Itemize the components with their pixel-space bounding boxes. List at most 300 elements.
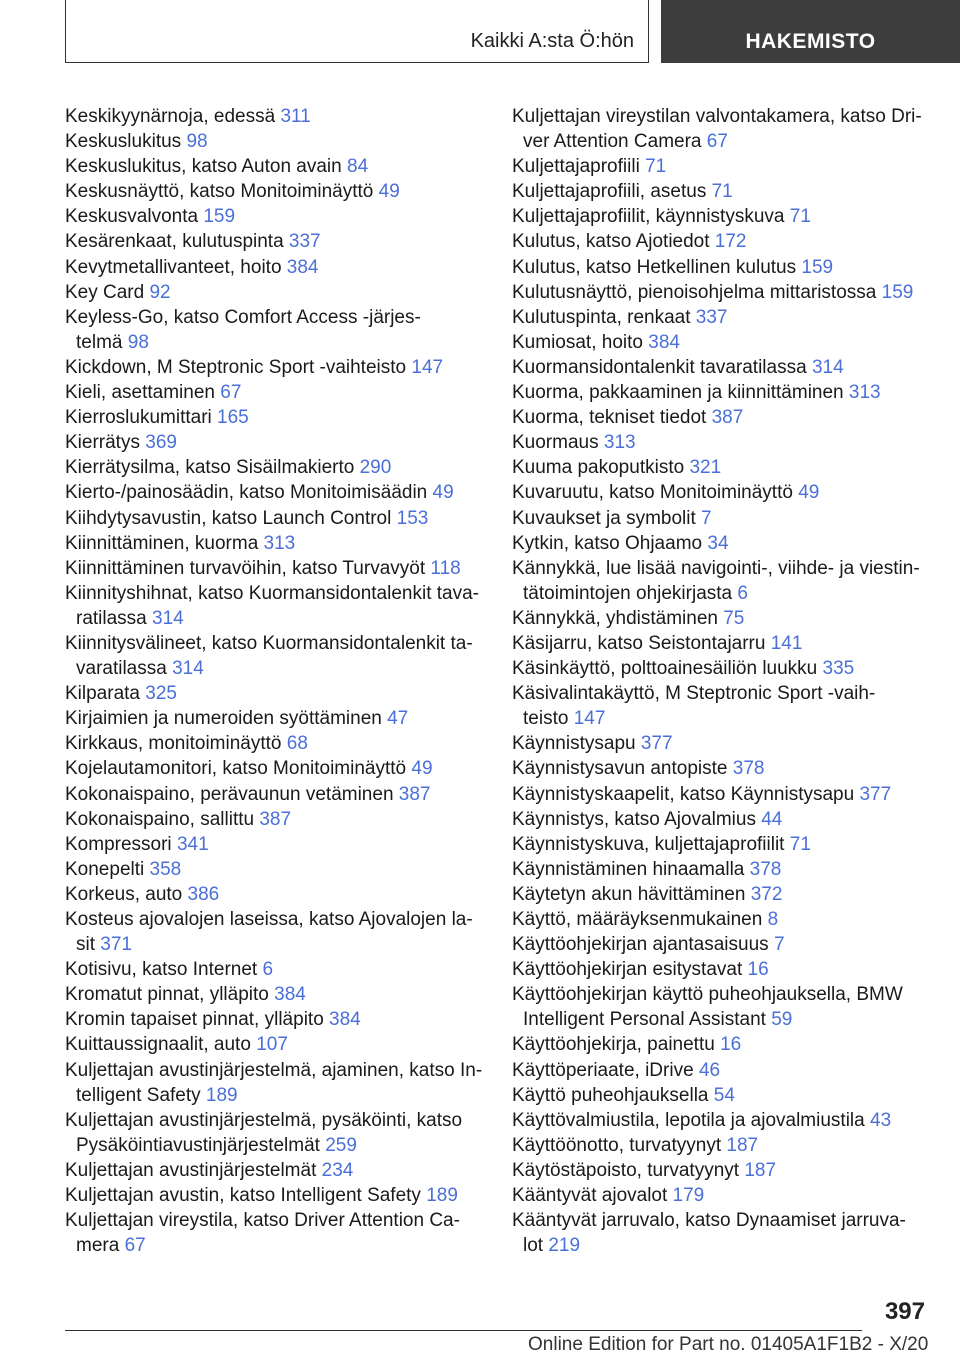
- index-entry-term: Kilparata: [65, 683, 140, 705]
- index-entry: [65, 982, 485, 1007]
- index-entry-text: [512, 1133, 932, 1158]
- page-link[interactable]: 49: [378, 181, 400, 203]
- index-entry: [65, 405, 485, 430]
- index-entry-text: [65, 1158, 485, 1183]
- index-entry: [512, 782, 932, 807]
- index-entry-text: [65, 782, 485, 807]
- page-link[interactable]: 141: [770, 632, 803, 654]
- page-link[interactable]: 16: [747, 959, 769, 981]
- page-link[interactable]: 313: [848, 382, 881, 404]
- index-entry-term: Intelligent Personal Assistant: [523, 1009, 766, 1031]
- page-link[interactable]: 179: [672, 1185, 705, 1207]
- index-entry-text: [512, 631, 932, 656]
- index-entry-term: Kulutus, katso Ajotiedot: [512, 231, 710, 253]
- index-entry-term: sit: [76, 934, 95, 956]
- index-entry-term: Käyttöohjekirjan käyttö puheohjauksella, BMW: [512, 984, 903, 1006]
- page-link[interactable]: 377: [640, 733, 673, 755]
- page-link[interactable]: 378: [732, 758, 765, 780]
- page-link[interactable]: 384: [329, 1009, 361, 1031]
- page-link[interactable]: 49: [798, 482, 820, 504]
- index-entry: [65, 581, 485, 631]
- index-entry-text: [512, 280, 932, 305]
- footer-divider: [65, 1330, 862, 1331]
- index-entry-term: ver Attention Camera: [523, 131, 702, 153]
- index-entry: [65, 681, 485, 706]
- page-link[interactable]: 159: [801, 256, 834, 278]
- index-entry: [65, 355, 485, 380]
- index-entry: [65, 957, 485, 982]
- index-entry-term: Kuljettajaprofiili, asetus: [512, 181, 707, 203]
- index-entry-term: Kuvaruutu, katso Monitoiminäyttö: [512, 482, 793, 504]
- page-link[interactable]: 387: [398, 783, 431, 805]
- index-entry: [512, 1032, 932, 1057]
- index-tab[interactable]: HAKEMISTO: [661, 0, 960, 63]
- index-entry-text: [512, 480, 932, 505]
- section-link[interactable]: Kaikki A:sta Ö:hön: [470, 30, 634, 52]
- index-entry-term: telmä: [76, 331, 123, 353]
- index-entry-term: Kieli, asettaminen: [65, 382, 215, 404]
- index-entry-text: [65, 756, 485, 781]
- page-link[interactable]: 71: [789, 833, 811, 855]
- index-entry-term: Kompressori: [65, 833, 172, 855]
- index-entry-term: Käynnistys, katso Ajovalmius: [512, 808, 756, 830]
- index-entry-text: [65, 1032, 485, 1057]
- index-entry-term: tätoimintojen ohjekirjasta: [523, 582, 733, 604]
- page-link[interactable]: 7: [701, 507, 712, 529]
- index-entry-text: [512, 731, 932, 756]
- page-link[interactable]: 54: [713, 1084, 735, 1106]
- page-link[interactable]: 8: [767, 909, 779, 930]
- index-entry-term: Kännykkä, yhdistäminen: [512, 607, 718, 629]
- page-link[interactable]: 107: [256, 1034, 288, 1056]
- page-link[interactable]: 371: [100, 934, 132, 956]
- index-entry-term: Kuljettajan vireystilan valvontakamera, katso Dri-: [512, 106, 922, 127]
- index-entry-text: [65, 631, 485, 656]
- index-entry: [512, 681, 932, 731]
- index-entry-term: Kickdown, M Steptronic Sport -vaihteisto: [65, 356, 407, 378]
- index-entry: [65, 832, 485, 857]
- page-link[interactable]: 67: [706, 131, 728, 153]
- index-entry-text: [512, 606, 932, 631]
- page-link[interactable]: 75: [723, 607, 745, 629]
- index-entry: [65, 706, 485, 731]
- index-entry: [65, 255, 485, 280]
- index-entry-text: [65, 355, 485, 380]
- index-entry-text: [65, 455, 485, 480]
- index-entry-term: Kulutuspinta, renkaat: [512, 306, 691, 328]
- index-entry: [65, 229, 485, 254]
- index-entry: [65, 882, 485, 907]
- index-entry: [512, 305, 932, 330]
- page-link[interactable]: 98: [127, 331, 149, 353]
- index-entry: [512, 1133, 932, 1158]
- page-link[interactable]: 159: [881, 281, 914, 303]
- index-entry-text: [512, 832, 932, 857]
- index-entry-text: [65, 556, 485, 581]
- index-entry-term: Kuuma pakoputkisto: [512, 457, 685, 479]
- page-link[interactable]: 384: [286, 256, 319, 278]
- index-entry-term: Kierto-/painosäädin, katso Monitoimisäädin: [65, 482, 428, 504]
- page-link[interactable]: 384: [274, 984, 306, 1006]
- index-entry-text: [512, 255, 932, 280]
- index-entry: [65, 179, 485, 204]
- index-entry: [512, 907, 932, 932]
- page-link[interactable]: 59: [771, 1009, 793, 1031]
- index-entry-text: [65, 957, 485, 982]
- page-link[interactable]: 71: [711, 181, 733, 203]
- index-entry: [512, 280, 932, 305]
- index-entry: [512, 556, 932, 606]
- index-entry-term: Kulutus, katso Hetkellinen kulutus: [512, 256, 797, 278]
- index-entry: [65, 1058, 485, 1108]
- page-link[interactable]: 314: [811, 356, 844, 378]
- index-entry: [512, 355, 932, 380]
- page-link[interactable]: 159: [203, 206, 236, 228]
- index-entry-text: [65, 907, 485, 932]
- index-entry-text: [512, 556, 932, 581]
- index-entry-term: Konepelti: [65, 858, 145, 880]
- index-entry: [512, 756, 932, 781]
- index-entry: [512, 631, 932, 656]
- index-entry-term: Kojelautamonitori, katso Monitoiminäyttö: [65, 758, 407, 780]
- index-entry-text: [65, 229, 485, 254]
- page-link[interactable]: 234: [321, 1159, 354, 1181]
- page-link[interactable]: 387: [711, 407, 744, 429]
- index-entry-term: Kromin tapaiset pinnat, ylläpito: [65, 1009, 324, 1031]
- index-entry-term: Käsijarru, katso Seistontajarru: [512, 632, 766, 654]
- index-entry-term: mera: [76, 1235, 120, 1257]
- index-entry-term: Keyless-Go, katso Comfort Access -järjes-: [65, 306, 421, 328]
- page-link[interactable]: 290: [359, 457, 392, 479]
- page-link[interactable]: 49: [411, 758, 433, 780]
- index-entry-term: Kiinnitysvälineet, katso Kuormansidontalenkit ta-: [65, 632, 473, 654]
- index-entry-text: [76, 330, 485, 355]
- index-entry-text: [512, 104, 932, 129]
- index-entry-text: [65, 104, 485, 129]
- index-entry-text: [512, 681, 932, 706]
- page-link[interactable]: 68: [286, 733, 308, 755]
- page-link[interactable]: 153: [396, 507, 429, 529]
- index-entry-term: Kesärenkaat, kulutuspinta: [65, 231, 284, 253]
- index-entry: [512, 731, 932, 756]
- index-entry: [512, 229, 932, 254]
- index-entry-term: Kirkkaus, monitoiminäyttö: [65, 733, 282, 755]
- index-entry-term: Käynnistyskuva, kuljettajaprofiilit: [512, 833, 785, 855]
- page-link[interactable]: 337: [288, 231, 321, 253]
- index-entry-term: Kuljettajan avustinjärjestelmät: [65, 1159, 317, 1181]
- index-entry: [65, 204, 485, 229]
- index-entry: [65, 506, 485, 531]
- index-entry: [65, 857, 485, 882]
- index-entry-text: [512, 882, 932, 907]
- page-link[interactable]: 47: [387, 708, 409, 730]
- index-entry-term: lot: [523, 1235, 544, 1257]
- index-entry-term: Kiinnityshihnat, katso Kuormansidontalenkit tava-: [65, 582, 480, 604]
- page-link[interactable]: 358: [149, 858, 182, 880]
- index-entry-term: Kulutusnäyttö, pienoisohjelma mittaristossa: [512, 281, 877, 303]
- footer-edition: Online Edition for Part no. 01405A1F1B2 - X/20: [528, 1334, 929, 1355]
- page-link[interactable]: 44: [761, 808, 783, 830]
- index-entry: [65, 104, 485, 129]
- index-entry-text: [65, 1007, 485, 1032]
- index-entry-term: Käyttövalmiustila, lepotila ja ajovalmiustila: [512, 1109, 865, 1131]
- index-entry-term: Kumiosat, hoito: [512, 331, 643, 353]
- index-entry: [512, 606, 932, 631]
- index-entry: [512, 1208, 932, 1258]
- index-entry: [512, 430, 932, 455]
- index-entry-text: [65, 531, 485, 556]
- index-entry-text: [76, 656, 485, 681]
- index-entry-text: [512, 380, 932, 405]
- page-link[interactable]: 386: [187, 883, 220, 905]
- index-entry: [512, 1183, 932, 1208]
- index-entry-term: Käyttöönotto, turvatyynyt: [512, 1134, 722, 1156]
- page-link[interactable]: 71: [789, 206, 811, 228]
- index-entry-text: [512, 1108, 932, 1133]
- index-entry-text: [65, 681, 485, 706]
- index-entry-term: Key Card: [65, 281, 145, 303]
- page-link[interactable]: 147: [411, 356, 444, 378]
- page-link[interactable]: 219: [548, 1235, 581, 1257]
- page-link[interactable]: 189: [426, 1185, 458, 1207]
- page-link[interactable]: 377: [859, 783, 892, 805]
- index-entry-text: [512, 807, 932, 832]
- index-entry-term: Kääntyvät jarruvalo, katso Dynaamiset jarruva-: [512, 1210, 906, 1232]
- index-entry-text: [512, 656, 932, 681]
- index-entry-term: Kiinnittäminen, kuorma: [65, 532, 259, 554]
- index-entry: [65, 154, 485, 179]
- page-link[interactable]: 314: [172, 658, 204, 680]
- index-entry: [65, 455, 485, 480]
- index-entry-text: [512, 932, 932, 957]
- index-entry-term: Kuljettajaprofiili: [512, 156, 640, 178]
- index-entry-text: [65, 204, 485, 229]
- index-entry: [512, 932, 932, 957]
- index-entry-text: [512, 330, 932, 355]
- index-entry-text: [76, 1133, 485, 1158]
- page-link[interactable]: 321: [689, 457, 722, 479]
- index-entry-term: Käyttö, määräyksenmukainen: [512, 909, 763, 930]
- index-entry-term: Kuljettajan vireystila, katso Driver Attention Ca-: [65, 1210, 460, 1232]
- index-entry-text: [512, 154, 932, 179]
- index-entry-text: [65, 832, 485, 857]
- index-entry-text: [76, 1233, 485, 1258]
- page-link[interactable]: 311: [280, 106, 311, 127]
- index-entry-text: [512, 305, 932, 330]
- page-link[interactable]: 369: [145, 432, 177, 454]
- page-link[interactable]: 165: [217, 407, 249, 429]
- index-entry-term: Kuormansidontalenkit tavaratilassa: [512, 356, 807, 378]
- index-entry-term: Kuormaus: [512, 432, 599, 454]
- index-entry-term: Käytetyn akun hävittäminen: [512, 883, 746, 905]
- index-entry: [65, 782, 485, 807]
- index-entry: [65, 631, 485, 681]
- index-entry: [512, 154, 932, 179]
- index-column-left: [65, 104, 485, 1258]
- index-entry-term: Kuvaukset ja symbolit: [512, 507, 696, 529]
- page-link[interactable]: 341: [176, 833, 209, 855]
- page-link[interactable]: 46: [698, 1059, 721, 1081]
- page-link[interactable]: 49: [432, 482, 454, 504]
- index-entry: [512, 857, 932, 882]
- page-link[interactable]: 98: [186, 131, 208, 153]
- index-entry-term: Keskuslukitus: [65, 131, 182, 153]
- index-entry-term: Käsinkäyttö, polttoainesäiliön luukku: [512, 658, 818, 680]
- page-link[interactable]: 187: [744, 1159, 777, 1181]
- index-entry-text: [512, 1032, 932, 1057]
- index-entry: [65, 1108, 485, 1158]
- index-entry-text: [523, 706, 932, 731]
- page-link[interactable]: 384: [648, 331, 680, 353]
- index-entry-term: Keskuslukitus, katso Auton avain: [65, 156, 342, 178]
- index-entry-term: Kiihdytysavustin, katso Launch Control: [65, 507, 392, 529]
- page-number: 397: [884, 1298, 925, 1325]
- index-entry-text: [512, 982, 932, 1007]
- page-link[interactable]: 313: [603, 432, 636, 454]
- index-entry-text: [512, 506, 932, 531]
- index-entry-text: [512, 531, 932, 556]
- index-entry-text: [512, 430, 932, 455]
- index-entry: [512, 982, 932, 1032]
- page-link[interactable]: 147: [573, 708, 606, 730]
- index-entry-term: Kierrätys: [65, 432, 140, 454]
- index-entry-text: [65, 1108, 485, 1133]
- index-entry: [512, 531, 932, 556]
- index-entry: [512, 1058, 932, 1083]
- page-link[interactable]: 187: [726, 1134, 759, 1156]
- index-entry: [512, 480, 932, 505]
- page-link[interactable]: 43: [870, 1109, 892, 1131]
- page-link[interactable]: 314: [152, 607, 184, 629]
- page-link[interactable]: 189: [205, 1084, 238, 1106]
- index-entry-term: Käyttö puheohjauksella: [512, 1084, 709, 1106]
- index-entry-text: [65, 305, 485, 330]
- index-entry-text: [65, 506, 485, 531]
- index-entry-text: [65, 1058, 485, 1083]
- index-entry-text: [512, 1083, 932, 1108]
- index-entry-term: Käyttöohjekirjan esitystavat: [512, 959, 743, 981]
- index-entry: [65, 1208, 485, 1258]
- index-entry-text: [512, 355, 932, 380]
- page-link[interactable]: 71: [645, 156, 667, 178]
- index-entry: [512, 807, 932, 832]
- page-link[interactable]: 6: [262, 959, 274, 981]
- index-entry: [512, 1083, 932, 1108]
- index-entry-term: teisto: [523, 708, 569, 730]
- index-entry-text: [512, 179, 932, 204]
- index-entry-term: Kuljettajan avustin, katso Intelligent Safety: [65, 1185, 421, 1207]
- index-entry-term: ratilassa: [76, 607, 147, 629]
- index-entry: [65, 531, 485, 556]
- index-entry-term: Kuorma, tekniset tiedot: [512, 407, 707, 429]
- index-entry-term: Kuorma, pakkaaminen ja kiinnittäminen: [512, 382, 844, 404]
- page-link[interactable]: 67: [124, 1235, 146, 1257]
- page-link[interactable]: 67: [220, 382, 242, 404]
- index-entry-term: Kokonaispaino, perävaunun vetäminen: [65, 783, 394, 805]
- index-entry: [512, 330, 932, 355]
- index-entry-term: Käynnistysavun antopiste: [512, 758, 728, 780]
- index-entry-text: [65, 857, 485, 882]
- index-entry-text: [65, 706, 485, 731]
- index-entry-term: Korkeus, auto: [65, 883, 183, 905]
- index-entry-term: Kuljettajan avustinjärjestelmä, pysäköinti, katso: [65, 1109, 463, 1131]
- index-entry-text: [65, 731, 485, 756]
- index-entry: [65, 1032, 485, 1057]
- index-entry-text: [65, 179, 485, 204]
- index-entry-term: Käyttöohjekirjan ajantasaisuus: [512, 934, 769, 956]
- index-entry-term: Kirjaimien ja numeroiden syöttäminen: [65, 708, 382, 730]
- page-link[interactable]: 92: [149, 281, 171, 303]
- index-entry: [65, 556, 485, 581]
- index-entry-term: telligent Safety: [76, 1084, 201, 1106]
- index-entry: [512, 104, 932, 154]
- index-entry-text: [76, 932, 485, 957]
- index-entry-term: Kierrätysilma, katso Sisäilmakierto: [65, 457, 355, 479]
- index-entry-term: Käyttöperiaate, iDrive: [512, 1059, 694, 1081]
- index-entry: [65, 480, 485, 505]
- page-link[interactable]: 378: [749, 858, 782, 880]
- index-entry-text: [65, 405, 485, 430]
- index-entry-term: Keskusvalvonta: [65, 206, 199, 228]
- page-link[interactable]: 84: [347, 156, 369, 178]
- index-entry: [512, 455, 932, 480]
- page-link[interactable]: 16: [720, 1034, 742, 1056]
- index-entry-term: Kääntyvät ajovalot: [512, 1185, 668, 1207]
- page-link[interactable]: 6: [737, 582, 748, 604]
- index-entry-text: [76, 606, 485, 631]
- page-link[interactable]: 172: [714, 231, 747, 253]
- index-entry-text: [512, 455, 932, 480]
- index-entry: [512, 179, 932, 204]
- index-entry: [512, 957, 932, 982]
- page-link[interactable]: 34: [707, 532, 729, 554]
- index-entry-text: [512, 756, 932, 781]
- index-entry: [65, 305, 485, 355]
- page-link[interactable]: 325: [145, 683, 177, 705]
- page-link[interactable]: 387: [259, 808, 292, 830]
- index-entry-text: [512, 857, 932, 882]
- index-entry-text: [523, 1233, 932, 1258]
- index-entry-term: Kosteus ajovalojen laseissa, katso Ajovalojen la-: [65, 909, 473, 930]
- index-entry-term: Kytkin, katso Ohjaamo: [512, 532, 703, 554]
- index-entry-text: [65, 154, 485, 179]
- page-link[interactable]: 337: [695, 306, 728, 328]
- index-entry-text: [512, 229, 932, 254]
- index-entry: [65, 1158, 485, 1183]
- page-link[interactable]: 335: [822, 658, 855, 680]
- page-link[interactable]: 259: [325, 1134, 357, 1156]
- index-entry-term: Pysäköintiavustinjärjestelmät: [76, 1134, 320, 1156]
- index-entry: [65, 807, 485, 832]
- index-entry: [65, 280, 485, 305]
- index-entry-term: Kännykkä, lue lisää navigointi-, viihde- ja viestin-: [512, 557, 920, 579]
- index-entry-text: [512, 1158, 932, 1183]
- page-link[interactable]: 118: [430, 557, 461, 579]
- page-link[interactable]: 7: [773, 934, 785, 956]
- index-entry-text: [65, 380, 485, 405]
- index-entry: [65, 756, 485, 781]
- index-entry: [512, 380, 932, 405]
- index-entry: [65, 1007, 485, 1032]
- index-entry-text: [65, 1183, 485, 1208]
- page-link[interactable]: 313: [263, 532, 296, 554]
- page-link[interactable]: 372: [750, 883, 783, 905]
- index-entry-term: Käsivalintakäyttö, M Steptronic Sport -vaih-: [512, 683, 876, 705]
- index-entry: [65, 1183, 485, 1208]
- index-entry-text: [512, 405, 932, 430]
- index-column-right: [512, 104, 932, 1258]
- index-entry: [65, 129, 485, 154]
